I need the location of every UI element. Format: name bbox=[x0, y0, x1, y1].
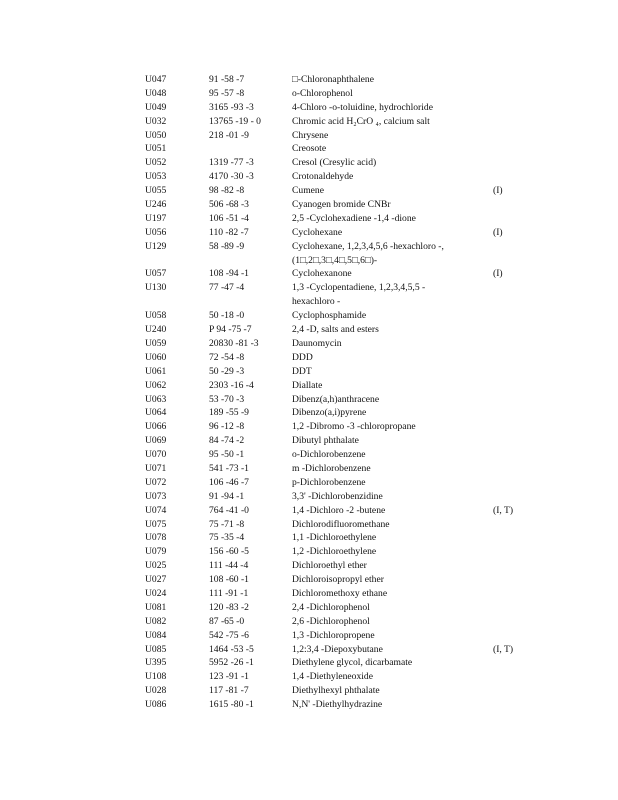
substance-name-line: Dichloroethyl ether bbox=[292, 560, 367, 572]
substance-name bbox=[292, 420, 507, 434]
substance-name-line: o-Chlorophenol bbox=[292, 87, 353, 99]
cas-number: 58 -89 -9 bbox=[209, 240, 245, 252]
waste-code: U052 bbox=[145, 157, 167, 169]
cas-number: 108 -60 -1 bbox=[209, 574, 249, 586]
substance-name bbox=[292, 115, 507, 129]
table-row bbox=[145, 406, 545, 420]
waste-code: U060 bbox=[145, 351, 167, 363]
cas-number: 95 -57 -8 bbox=[209, 87, 245, 99]
waste-code: U024 bbox=[145, 587, 167, 599]
substance-name-line: DDT bbox=[292, 365, 312, 377]
substance-name bbox=[292, 448, 507, 462]
table-row bbox=[145, 379, 545, 393]
substance-name bbox=[292, 281, 507, 309]
hazard-code: (I) bbox=[493, 268, 503, 280]
waste-code: U108 bbox=[145, 671, 167, 683]
table-row bbox=[145, 170, 545, 184]
hazard-code: (I) bbox=[493, 226, 503, 238]
table-row bbox=[145, 323, 545, 337]
substance-name bbox=[292, 379, 507, 393]
substance-name-line: 1,4 -Dichloro -2 -butene bbox=[292, 504, 386, 516]
substance-name-line: 1,2 -Dibromo -3 -chloropropane bbox=[292, 421, 416, 433]
table-row bbox=[145, 129, 545, 143]
table-row bbox=[145, 156, 545, 170]
table-row bbox=[145, 365, 545, 379]
cas-number: 541 -73 -1 bbox=[209, 462, 249, 474]
table-row bbox=[145, 142, 545, 156]
cas-number: 95 -50 -1 bbox=[209, 449, 245, 461]
cas-number: 50 -18 -0 bbox=[209, 310, 245, 322]
waste-code: U129 bbox=[145, 240, 167, 252]
table-row bbox=[145, 240, 545, 268]
table-row bbox=[145, 101, 545, 115]
substance-name bbox=[292, 601, 507, 615]
substance-name bbox=[292, 531, 507, 545]
substance-name bbox=[292, 212, 507, 226]
waste-code: U240 bbox=[145, 324, 167, 336]
waste-code: U066 bbox=[145, 421, 167, 433]
table-row bbox=[145, 309, 545, 323]
table-row bbox=[145, 226, 545, 240]
hazardous-waste-table bbox=[145, 73, 545, 712]
substance-name bbox=[292, 142, 507, 156]
waste-code: U048 bbox=[145, 87, 167, 99]
table-row bbox=[145, 531, 545, 545]
waste-code: U082 bbox=[145, 615, 167, 627]
substance-name-line: Cyanogen bromide CNBr bbox=[292, 199, 391, 211]
substance-name bbox=[292, 518, 507, 532]
cas-number: 77 -47 -4 bbox=[209, 282, 245, 294]
waste-code: U085 bbox=[145, 643, 167, 655]
cas-number: 4170 -30 -3 bbox=[209, 171, 254, 183]
cas-number: 1319 -77 -3 bbox=[209, 157, 254, 169]
substance-name-line: Creosote bbox=[292, 143, 327, 155]
hazard-code: (I, T) bbox=[493, 643, 514, 655]
table-row bbox=[145, 656, 545, 670]
waste-code: U056 bbox=[145, 226, 167, 238]
substance-name-line: 1,2 -Dichloroethylene bbox=[292, 546, 377, 558]
cas-number: 189 -55 -9 bbox=[209, 407, 249, 419]
waste-code: U057 bbox=[145, 268, 167, 280]
waste-code: U069 bbox=[145, 435, 167, 447]
substance-name bbox=[292, 406, 507, 420]
substance-name bbox=[292, 587, 507, 601]
substance-name-line: m -Dichlorobenzene bbox=[292, 462, 371, 474]
cas-number: 111 -91 -1 bbox=[209, 587, 249, 599]
table-row bbox=[145, 281, 545, 309]
table-row bbox=[145, 115, 545, 129]
table-row bbox=[145, 87, 545, 101]
substance-name-line: Cyclohexanone bbox=[292, 268, 352, 280]
substance-name bbox=[292, 156, 507, 170]
substance-name-line: Diallate bbox=[292, 379, 323, 391]
waste-code: U078 bbox=[145, 532, 167, 544]
cas-number: 5952 -26 -1 bbox=[209, 657, 254, 669]
cas-number: 506 -68 -3 bbox=[209, 199, 249, 211]
substance-name bbox=[292, 267, 507, 281]
substance-name-line: 2,6 -Dichlorophenol bbox=[292, 615, 370, 627]
waste-code: U061 bbox=[145, 365, 167, 377]
cas-number: 20830 -81 -3 bbox=[209, 337, 259, 349]
waste-code: U086 bbox=[145, 699, 167, 711]
substance-name-line: 1,3 -Cyclopentadiene, 1,2,3,4,5,5 - bbox=[292, 282, 426, 294]
table-row bbox=[145, 518, 545, 532]
substance-name bbox=[292, 629, 507, 643]
substance-name bbox=[292, 351, 507, 365]
cas-number: 764 -41 -0 bbox=[209, 504, 249, 516]
substance-name bbox=[292, 434, 507, 448]
substance-name-line: hexachloro - bbox=[292, 296, 341, 308]
substance-name bbox=[292, 684, 507, 698]
table-row bbox=[145, 698, 545, 712]
cas-number: 91 -94 -1 bbox=[209, 490, 245, 502]
table-row bbox=[145, 490, 545, 504]
substance-name-line: Cyclophosphamide bbox=[292, 310, 367, 322]
waste-code: U073 bbox=[145, 490, 167, 502]
cas-number: 106 -46 -7 bbox=[209, 476, 249, 488]
substance-name-line: DDD bbox=[292, 351, 313, 363]
substance-name bbox=[292, 545, 507, 559]
substance-name-line: Dibenz(a,h)anthracene bbox=[292, 393, 380, 405]
substance-name-line: 4-Chloro -o-toluidine, hydrochloride bbox=[292, 101, 433, 113]
substance-name bbox=[292, 462, 507, 476]
substance-name-line: □-Chloronaphthalene bbox=[292, 74, 374, 85]
cas-number: 91 -58 -7 bbox=[209, 74, 245, 85]
table-row bbox=[145, 462, 545, 476]
cas-number: 87 -65 -0 bbox=[209, 615, 245, 627]
table-row bbox=[145, 601, 545, 615]
substance-name bbox=[292, 573, 507, 587]
substance-name-line: Chromic acid H₂CrO ₄, calcium salt bbox=[292, 115, 430, 127]
substance-name-line: Cyclohexane, 1,2,3,4,5,6 -hexachloro -, bbox=[292, 240, 444, 252]
table-row bbox=[145, 212, 545, 226]
cas-number: 1464 -53 -5 bbox=[209, 643, 254, 655]
substance-name bbox=[292, 670, 507, 684]
cas-number: 2303 -16 -4 bbox=[209, 379, 254, 391]
substance-name-line: o-Dichlorobenzene bbox=[292, 449, 366, 461]
waste-code: U072 bbox=[145, 476, 167, 488]
substance-name-line: Dichloromethoxy ethane bbox=[292, 587, 388, 599]
substance-name bbox=[292, 393, 507, 407]
table-row bbox=[145, 351, 545, 365]
substance-name bbox=[292, 240, 507, 268]
waste-code: U050 bbox=[145, 129, 167, 141]
cas-number: 218 -01 -9 bbox=[209, 129, 249, 141]
waste-code: U071 bbox=[145, 462, 167, 474]
cas-number: 120 -83 -2 bbox=[209, 601, 249, 613]
substance-name-line: N,N' -Diethylhydrazine bbox=[292, 699, 383, 711]
cas-number: 75 -35 -4 bbox=[209, 532, 245, 544]
waste-code: U032 bbox=[145, 115, 167, 127]
substance-name bbox=[292, 87, 507, 101]
substance-name bbox=[292, 490, 507, 504]
substance-name bbox=[292, 337, 507, 351]
substance-name bbox=[292, 129, 507, 143]
substance-name-line: Dibutyl phthalate bbox=[292, 435, 359, 447]
substance-name bbox=[292, 184, 507, 198]
substance-name bbox=[292, 226, 507, 240]
cas-number: 84 -74 -2 bbox=[209, 435, 245, 447]
waste-code: U084 bbox=[145, 629, 167, 641]
substance-name bbox=[292, 198, 507, 212]
waste-code: U063 bbox=[145, 393, 167, 405]
table-row bbox=[145, 476, 545, 490]
waste-code: U246 bbox=[145, 199, 167, 211]
table-row bbox=[145, 559, 545, 573]
substance-name-line: 1,2:3,4 -Diepoxybutane bbox=[292, 643, 383, 655]
substance-name bbox=[292, 170, 507, 184]
substance-name bbox=[292, 309, 507, 323]
substance-name-line: 1,1 -Dichloroethylene bbox=[292, 532, 377, 544]
substance-name-line: Dichlorodifluoromethane bbox=[292, 518, 390, 530]
substance-name bbox=[292, 476, 507, 490]
substance-name bbox=[292, 101, 507, 115]
table-row bbox=[145, 393, 545, 407]
table-row bbox=[145, 448, 545, 462]
substance-name-line: 3,3' -Dichlorobenzidine bbox=[292, 490, 383, 502]
cas-number: 96 -12 -8 bbox=[209, 421, 245, 433]
substance-name bbox=[292, 656, 507, 670]
table-row bbox=[145, 337, 545, 351]
cas-number: 110 -82 -7 bbox=[209, 226, 249, 238]
waste-code: U062 bbox=[145, 379, 167, 391]
substance-name-line: 2,5 -Cyclohexadiene -1,4 -dione bbox=[292, 212, 416, 224]
substance-name-line: Daunomycin bbox=[292, 337, 342, 349]
substance-name-line: Diethylhexyl phthalate bbox=[292, 685, 380, 697]
cas-number: 106 -51 -4 bbox=[209, 212, 249, 224]
waste-code: U053 bbox=[145, 171, 167, 183]
cas-number: 108 -94 -1 bbox=[209, 268, 249, 280]
substance-name-line: p-Dichlorobenzene bbox=[292, 476, 366, 488]
substance-name bbox=[292, 73, 507, 87]
waste-code: U027 bbox=[145, 574, 167, 586]
hazard-code: (I) bbox=[493, 185, 503, 197]
substance-name-line: Diethylene glycol, dicarbamate bbox=[292, 657, 413, 669]
substance-name-line: Dichloroisopropyl ether bbox=[292, 574, 384, 586]
waste-code: U130 bbox=[145, 282, 167, 294]
cas-number: 156 -60 -5 bbox=[209, 546, 249, 558]
table-row bbox=[145, 184, 545, 198]
table-row bbox=[145, 73, 545, 87]
table-row bbox=[145, 587, 545, 601]
table-row bbox=[145, 573, 545, 587]
cas-number: 1615 -80 -1 bbox=[209, 699, 254, 711]
table-row bbox=[145, 643, 545, 657]
cas-number: 123 -91 -1 bbox=[209, 671, 249, 683]
cas-number: 98 -82 -8 bbox=[209, 185, 245, 197]
cas-number: 111 -44 -4 bbox=[209, 560, 249, 572]
waste-code: U051 bbox=[145, 143, 167, 155]
table-row bbox=[145, 670, 545, 684]
waste-code: U079 bbox=[145, 546, 167, 558]
waste-code: U049 bbox=[145, 101, 167, 113]
waste-code: U081 bbox=[145, 601, 167, 613]
table-row bbox=[145, 684, 545, 698]
waste-code: U058 bbox=[145, 310, 167, 322]
table-row bbox=[145, 545, 545, 559]
waste-code: U055 bbox=[145, 185, 167, 197]
substance-name bbox=[292, 643, 507, 657]
table-row bbox=[145, 434, 545, 448]
cas-number: 75 -71 -8 bbox=[209, 518, 245, 530]
waste-code: U197 bbox=[145, 212, 167, 224]
substance-name-line: Cyclohexane bbox=[292, 226, 343, 238]
waste-code: U070 bbox=[145, 449, 167, 461]
substance-name-line: 2,4 -D, salts and esters bbox=[292, 324, 379, 336]
hazard-code: (I, T) bbox=[493, 504, 514, 516]
cas-number: P 94 -75 -7 bbox=[209, 324, 252, 336]
substance-name-line: 2,4 -Dichlorophenol bbox=[292, 601, 370, 613]
waste-code: U047 bbox=[145, 74, 167, 85]
cas-number: 117 -81 -7 bbox=[209, 685, 249, 697]
table-row bbox=[145, 504, 545, 518]
waste-code: U059 bbox=[145, 337, 167, 349]
waste-code: U074 bbox=[145, 504, 167, 516]
table-row bbox=[145, 420, 545, 434]
substance-name-line: 1,4 -Diethyleneoxide bbox=[292, 671, 373, 683]
substance-name-line: 1,3 -Dichloropropene bbox=[292, 629, 375, 641]
waste-code: U075 bbox=[145, 518, 167, 530]
substance-name bbox=[292, 323, 507, 337]
waste-code: U028 bbox=[145, 685, 167, 697]
cas-number: 13765 -19 - 0 bbox=[209, 115, 261, 127]
table-row bbox=[145, 198, 545, 212]
substance-name bbox=[292, 615, 507, 629]
table-row bbox=[145, 267, 545, 281]
substance-name-line: Cumene bbox=[292, 185, 324, 197]
waste-code: U395 bbox=[145, 657, 167, 669]
substance-name bbox=[292, 698, 507, 712]
substance-name-line: Crotonaldehyde bbox=[292, 171, 354, 183]
substance-name bbox=[292, 504, 507, 518]
substance-name bbox=[292, 559, 507, 573]
substance-name bbox=[292, 365, 507, 379]
table-row bbox=[145, 615, 545, 629]
table-row bbox=[145, 629, 545, 643]
waste-code: U025 bbox=[145, 560, 167, 572]
substance-name-line: Chrysene bbox=[292, 129, 329, 141]
substance-name-line: Cresol (Cresylic acid) bbox=[292, 157, 377, 169]
cas-number: 542 -75 -6 bbox=[209, 629, 249, 641]
substance-name-line: (1□,2□,3□,4□,5□,6□)- bbox=[292, 254, 378, 266]
cas-number: 3165 -93 -3 bbox=[209, 101, 254, 113]
waste-code: U064 bbox=[145, 407, 167, 419]
cas-number: 72 -54 -8 bbox=[209, 351, 245, 363]
substance-name-line: Dibenzo(a,i)pyrene bbox=[292, 407, 367, 419]
cas-number: 53 -70 -3 bbox=[209, 393, 245, 405]
cas-number: 50 -29 -3 bbox=[209, 365, 245, 377]
